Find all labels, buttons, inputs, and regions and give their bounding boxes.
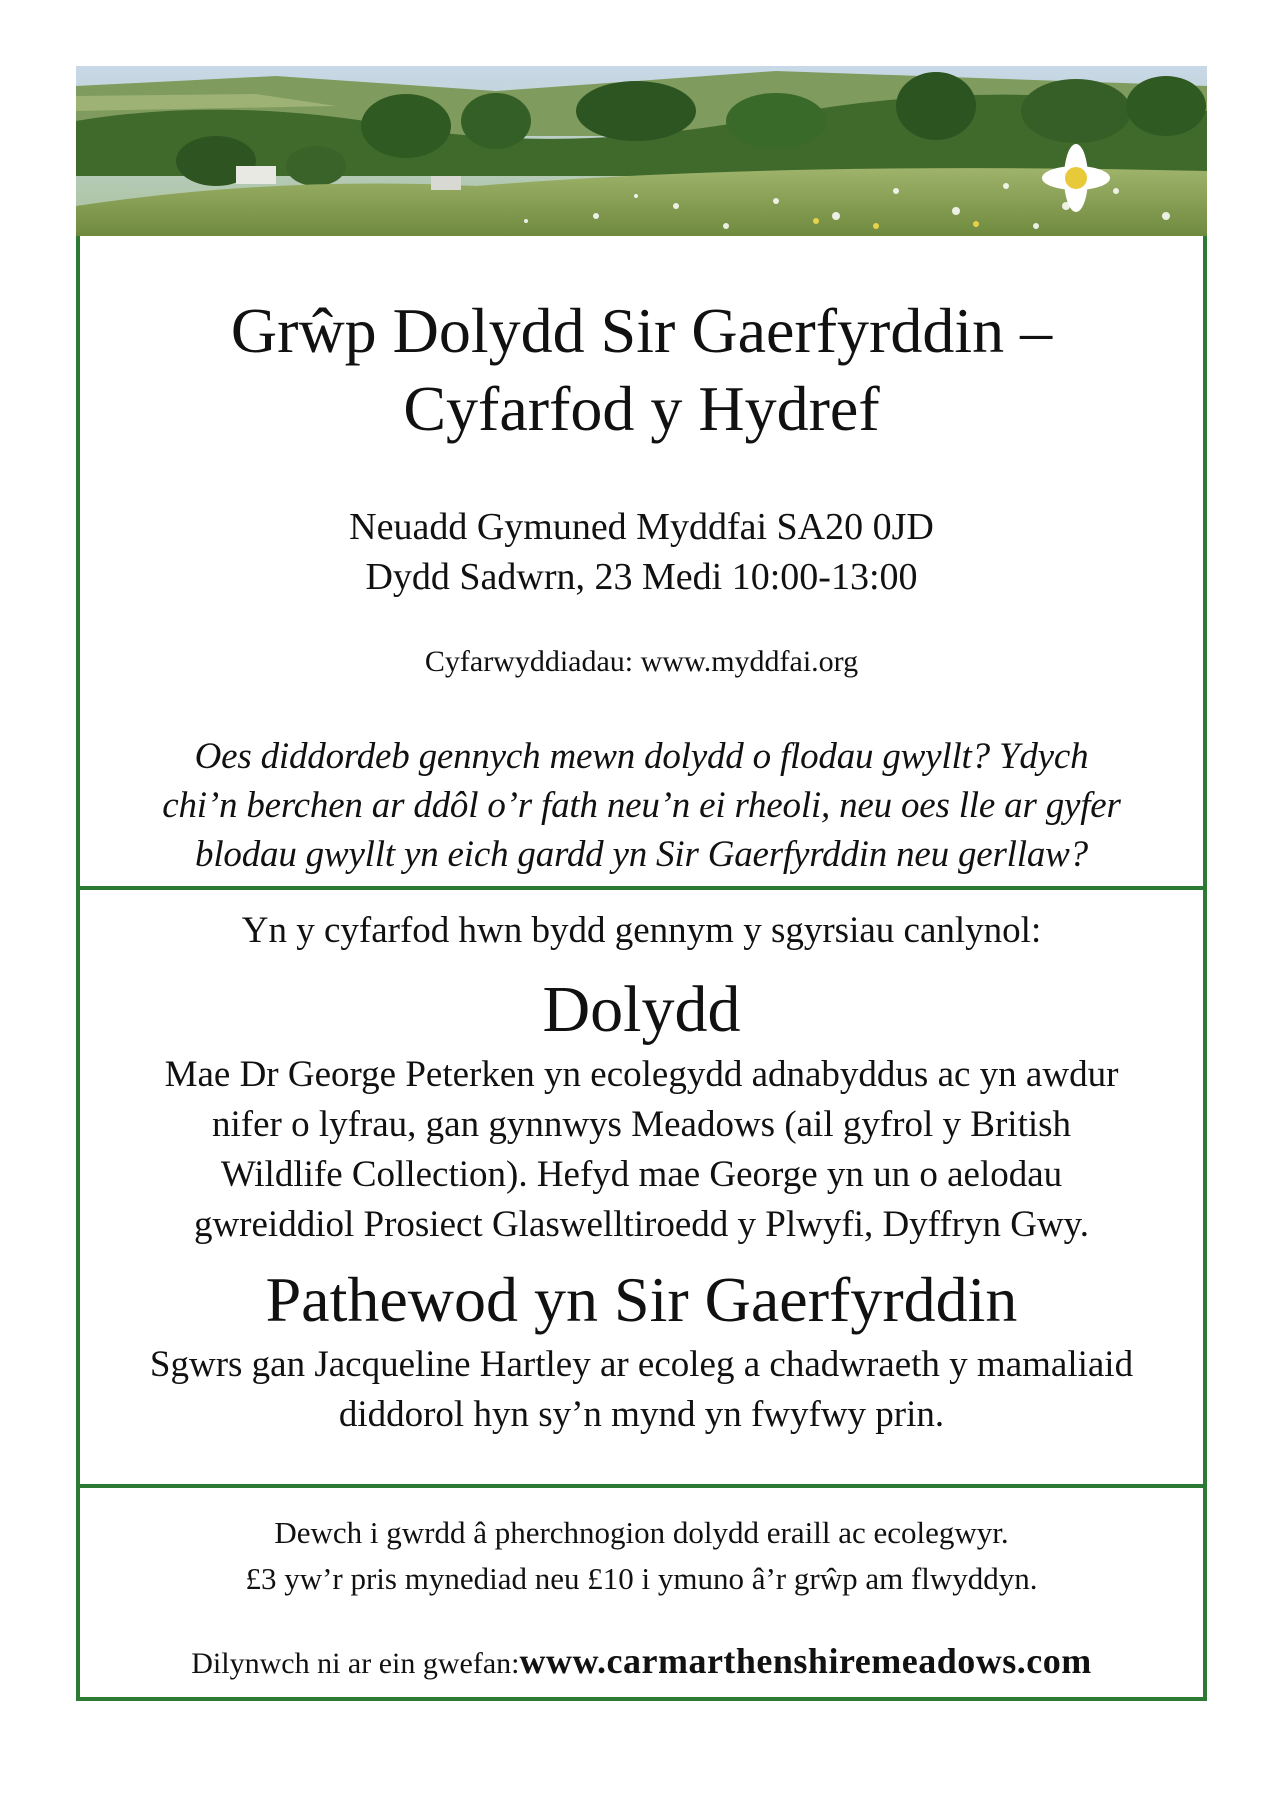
footer-section <box>80 1488 1203 1697</box>
event-details <box>80 502 1203 602</box>
event-datetime: Dydd Sadwrn, 23 Medi 10:00-13:00 <box>365 556 918 598</box>
talks-lead: Yn y cyfarfod hwn bydd gennym y sgyrsiau canlynol: <box>241 910 1042 951</box>
talk1-line: nifer o lyfrau, gan gynnwys Meadows (ail gyfrol y British <box>211 1104 1072 1145</box>
talk1-line: gwreiddiol Prosiect Glaswelltiroedd y Plwyfi, Dyffryn Gwy. <box>193 1204 1090 1245</box>
intro-paragraph <box>80 732 1203 879</box>
meadow-landscape-photo <box>76 66 1207 236</box>
talk1-line: Mae Dr George Peterken yn ecolegydd adnabyddus ac yn awdur <box>164 1054 1119 1095</box>
talk2-title: Pathewod yn Sir Gaerfyrddin <box>265 1264 1018 1335</box>
follow-label: Dilynwch ni ar ein gwefan: <box>191 1647 520 1680</box>
footer-line-1: Dewch i gwrdd â pherchnogion dolydd eraill ac ecolegwyr. <box>274 1515 1009 1550</box>
website-link[interactable]: www.carmarthenshiremeadows.com <box>519 1641 1092 1681</box>
footer-line-2: £3 yw’r pris mynediad neu £10 i ymuno â’r grŵp am flwyddyn. <box>245 1561 1038 1596</box>
talk2-description <box>80 1340 1203 1440</box>
venue-address: Neuadd Gymuned Myddfai SA20 0JD <box>349 506 934 548</box>
poster-frame <box>76 236 1207 1701</box>
title-line-1: Grŵp Dolydd Sir Gaerfyrddin – <box>230 295 1053 366</box>
directions-text: Cyfarwyddiadau: www.myddfai.org <box>424 645 859 678</box>
intro-line: chi’n berchen ar ddôl o’r fath neu’n ei rheoli, neu oes lle ar gyfer <box>162 785 1121 826</box>
talk1-description <box>80 1050 1203 1250</box>
follow-us <box>80 1640 1203 1685</box>
talk1-line: Wildlife Collection). Hefyd mae George yn un o aelodau <box>220 1154 1063 1195</box>
talk1-title: Dolydd <box>542 973 741 1046</box>
intro-line: blodau gwyllt yn eich gardd yn Sir Gaerfyrddin neu gerllaw? <box>195 834 1088 875</box>
meadow-banner-image <box>76 66 1207 236</box>
talk2-line: Sgwrs gan Jacqueline Hartley ar ecoleg a chadwraeth y mamaliaid <box>149 1344 1134 1385</box>
talks-section <box>80 890 1203 1488</box>
page-title <box>80 292 1203 448</box>
talk2-line: diddorol hyn sy’n mynd yn fwyfwy prin. <box>338 1394 945 1435</box>
header-section <box>80 236 1203 890</box>
footer-info <box>80 1510 1203 1602</box>
title-line-2: Cyfarfod y Hydref <box>403 373 880 444</box>
intro-line: Oes diddordeb gennych mewn dolydd o flodau gwyllt? Ydych <box>194 736 1089 777</box>
